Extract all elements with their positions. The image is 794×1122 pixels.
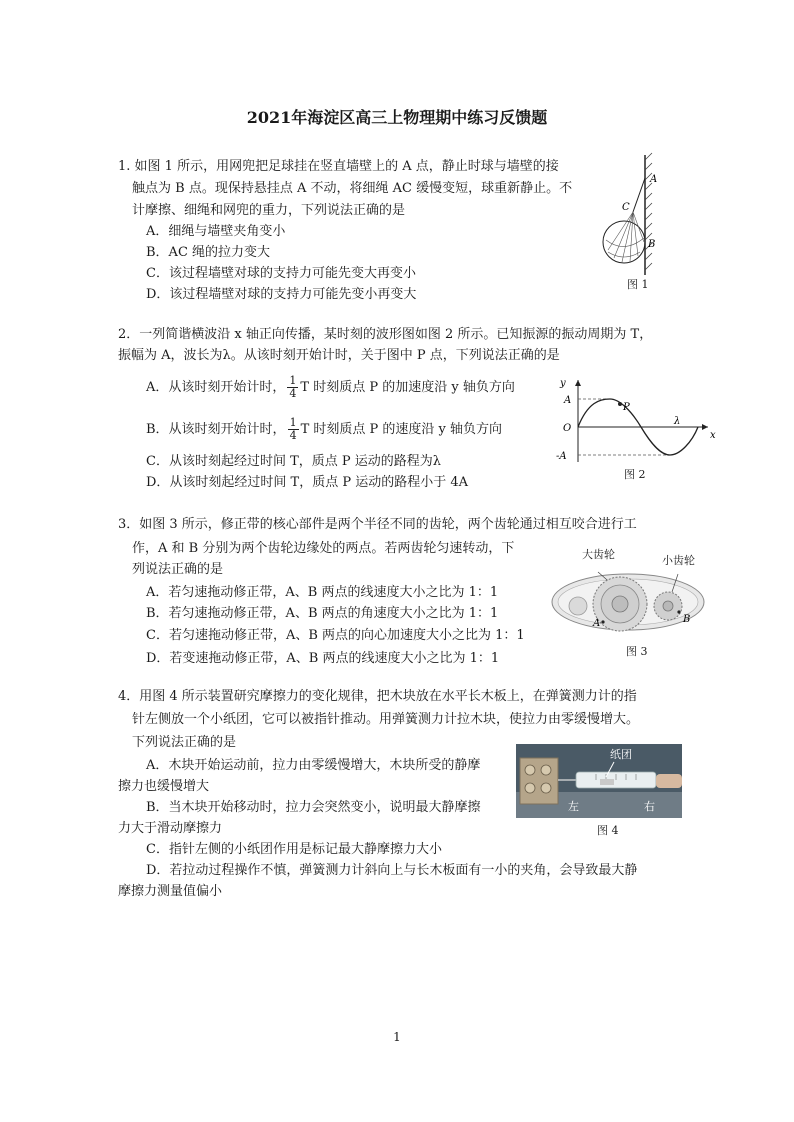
figure-4-spring-scale-photo — [516, 744, 682, 818]
one-quarter-fraction — [288, 417, 299, 442]
fraction-denominator: 4 — [289, 429, 297, 442]
fig4-right-label: 右 — [644, 800, 655, 813]
q2-option-b-pre: B．从该时刻开始计时， — [146, 422, 286, 437]
fraction-numerator: 1 — [289, 416, 297, 429]
fig2-point-p-label: P — [623, 402, 630, 413]
fig2-x-label: x — [710, 430, 716, 441]
q4-option-a: A．木块开始运动前，拉力由零缓慢增大，木块所受的静摩 — [146, 758, 481, 773]
q3-stem-line: 列说法正确的是 — [132, 562, 224, 577]
fig2-lambda-label: λ — [674, 416, 681, 427]
fig3-small-gear-label: 小齿轮 — [662, 554, 695, 567]
q2-stem-line: 2．一列简谐横波沿 x 轴正向传播，某时刻的波形图如图 2 所示。已知振源的振动周期为 T， — [118, 327, 653, 342]
q4-option-d-cont: 摩擦力测量值偏小 — [118, 884, 223, 899]
q1-option-c: C．该过程墙壁对球的支持力可能先变大再变小 — [146, 266, 416, 281]
figure-1-caption: 图 1 — [627, 278, 649, 291]
q3-stem-line: 作，A 和 B 分别为两个齿轮边缘处的两点。若两齿轮匀速转动，下 — [132, 541, 515, 556]
page-title: 2021年海淀区高三上物理期中练习反馈题 — [246, 108, 548, 127]
fig4-left-label: 左 — [568, 800, 579, 813]
q4-stem-line: 针左侧放一个小纸团，它可以被指针推动。用弹簧测力计拉木块，使拉力由零缓慢增大。 — [132, 712, 640, 727]
fig2-neg-amplitude-label: -A — [556, 451, 567, 462]
q2-option-a-pre: A．从该时刻开始计时， — [146, 380, 286, 395]
q1-stem-line: 计摩擦、细绳和网兜的重力，下列说法正确的是 — [132, 203, 406, 218]
q4-option-b: B．当木块开始移动时，拉力会突然变小，说明最大静摩擦 — [146, 800, 481, 815]
q1-stem-line: 1. 如图 1 所示，用网兜把足球挂在竖直墙壁上的 A 点，静止时球与墙壁的接 — [118, 159, 559, 174]
figure-3-correction-tape-gears — [548, 568, 708, 636]
q2-stem-line: 振幅为 A，波长为λ。从该时刻开始计时，关于图中 P 点，下列说法正确的是 — [118, 348, 560, 363]
q2-option-b — [146, 417, 502, 443]
q4-option-a-cont: 擦力也缓慢增大 — [118, 779, 210, 794]
q2-option-b-post: T 时刻质点 P 的速度沿 y 轴负方向 — [300, 422, 502, 437]
q3-option-b: B．若匀速拖动修正带，A、B 两点的角速度大小之比为 1：1 — [146, 606, 499, 621]
fig2-amplitude-label: A — [564, 395, 572, 406]
q3-option-d: D．若变速拖动修正带，A、B 两点的线速度大小之比为 1：1 — [146, 651, 500, 666]
q3-option-c: C．若匀速拖动修正带，A、B 两点的向心加速度大小之比为 1：1 — [146, 628, 525, 643]
page-number: 1 — [393, 1030, 401, 1044]
q2-option-a — [146, 375, 515, 401]
figure-2-caption: 图 2 — [624, 468, 646, 481]
fig3-point-b-label: B — [683, 614, 691, 625]
one-quarter-fraction — [287, 375, 298, 400]
fig3-point-a-label: A — [593, 618, 601, 629]
fig2-origin-label: O — [563, 423, 572, 434]
figure-2-wave-graph — [548, 372, 718, 467]
q3-option-a: A．若匀速拖动修正带，A、B 两点的线速度大小之比为 1：1 — [146, 585, 499, 600]
q4-option-d: D．若拉动过程操作不慎，弹簧测力计斜向上与长木板面有一小的夹角，会导致最大静 — [146, 863, 638, 878]
q2-option-c: C．从该时刻起经过时间 T，质点 P 运动的路程为λ — [146, 454, 442, 469]
fig3-big-gear-label: 大齿轮 — [582, 548, 615, 561]
fig1-label-c: C — [622, 202, 630, 213]
figure-4-caption: 图 4 — [597, 824, 619, 837]
q2-option-a-post: T 时刻质点 P 的加速度沿 y 轴负方向 — [300, 380, 515, 395]
q4-option-b-cont: 力大于滑动摩擦力 — [118, 821, 223, 836]
q3-stem-line: 3．如图 3 所示，修正带的核心部件是两个半径不同的齿轮，两个齿轮通过相互咬合进行工 — [118, 517, 637, 532]
fig4-paper-ball-label: 纸团 — [610, 748, 632, 761]
figure-1-ball-on-wall — [600, 150, 670, 290]
q4-option-c: C．指针左侧的小纸团作用是标记最大静摩擦力大小 — [146, 842, 442, 857]
q1-stem-line: 触点为 B 点。现保持悬挂点 A 不动，将细绳 AC 缓慢变短，球重新静止。不 — [132, 181, 573, 196]
fraction-denominator: 4 — [289, 387, 297, 400]
figure-3-caption: 图 3 — [626, 645, 648, 658]
q2-option-d: D．从该时刻起经过时间 T，质点 P 运动的路程小于 4A — [146, 475, 469, 490]
q1-option-d: D．该过程墙壁对球的支持力可能先变小再变大 — [146, 287, 417, 302]
q4-stem-line: 4．用图 4 所示装置研究摩擦力的变化规律，把木块放在水平长木板上，在弹簧测力计的指 — [118, 689, 637, 704]
q1-option-b: B．AC 绳的拉力变大 — [146, 245, 271, 260]
fig1-label-a: A — [650, 174, 658, 185]
fig2-y-label: y — [560, 378, 566, 389]
q1-option-a: A．细绳与墙壁夹角变小 — [146, 224, 286, 239]
fig1-label-b: B — [648, 239, 656, 250]
q4-stem-line: 下列说法正确的是 — [132, 735, 237, 750]
fraction-numerator: 1 — [289, 374, 297, 387]
